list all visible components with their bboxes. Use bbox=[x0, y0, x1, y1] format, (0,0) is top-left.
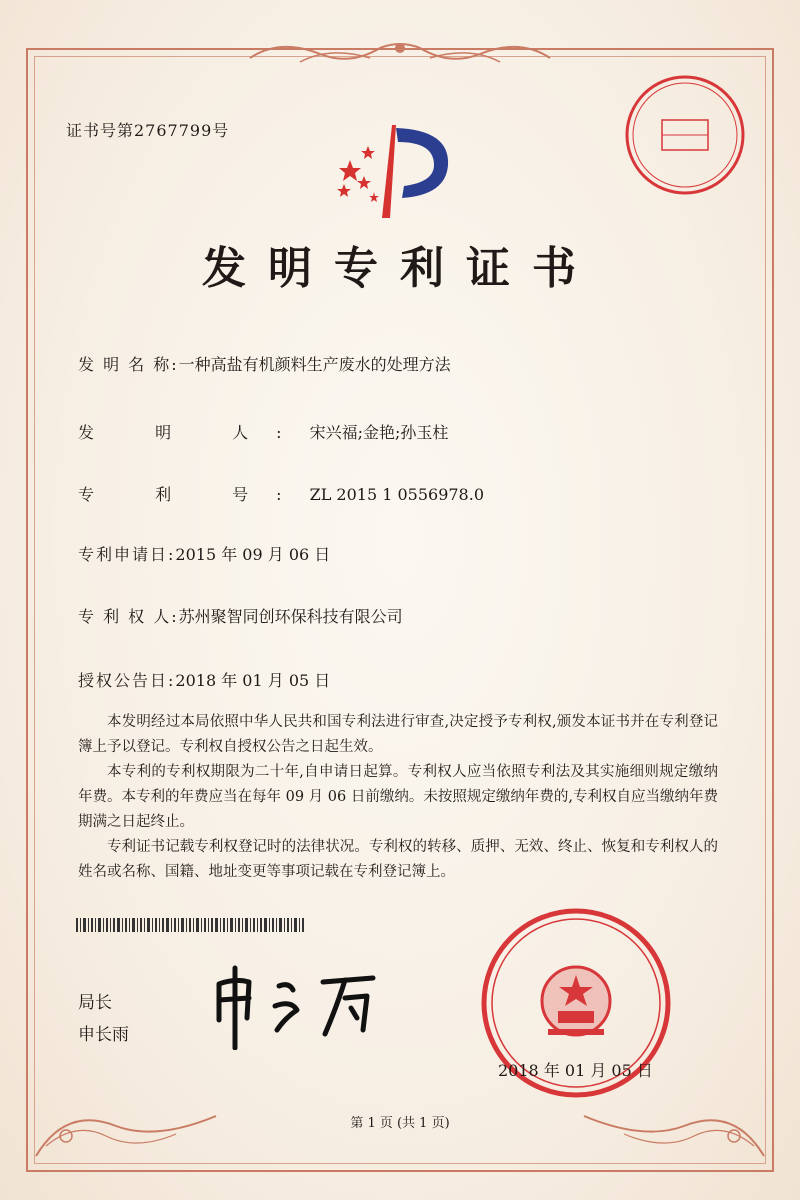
grant-date-field bbox=[78, 668, 330, 691]
certificate-number: 证书号第2767799号 bbox=[66, 121, 230, 140]
seal-date: 2018 年 01 月 05 日 bbox=[498, 1061, 653, 1080]
grant-date-value: 2018 年 01 月 05 日 bbox=[175, 671, 331, 690]
inventor-field bbox=[78, 420, 448, 443]
patentee-value: 苏州聚智同创环保科技有限公司 bbox=[178, 607, 403, 626]
invention-name-label: 发 明 名 称: bbox=[78, 355, 179, 374]
body-paragraph: 本专利的专利权期限为二十年,自申请日起算。专利权人应当依照专利法及其实施细则规定缴纳年费。本专利的年费应当在每年 09 月 06 日前缴纳。未按照规定缴纳年费的,专利权自应当缴纳年费期满之日起终止。 bbox=[78, 764, 718, 830]
grant-date-label: 授权公告日: bbox=[78, 671, 176, 690]
signatory-role: 局长 bbox=[78, 993, 112, 1013]
tax-stamp-seal-icon bbox=[622, 72, 748, 198]
handwritten-signature-icon bbox=[205, 960, 405, 1050]
patent-number-field bbox=[78, 482, 484, 505]
patentee-label: 专 利 权 人: bbox=[78, 607, 179, 626]
certificate-title: 发明专利证书 bbox=[202, 243, 598, 294]
patent-number-value: ZL 2015 1 0556978.0 bbox=[309, 485, 484, 504]
filing-date-value: 2015 年 09 月 06 日 bbox=[175, 545, 331, 564]
signatory-name: 申长雨 bbox=[78, 1025, 129, 1045]
invention-name-value: 一种高盐有机颜料生产废水的处理方法 bbox=[178, 355, 451, 374]
top-ornament bbox=[240, 36, 560, 70]
page-number: 第 1 页 (共 1 页) bbox=[350, 1116, 450, 1131]
body-paragraph: 专利证书记载专利权登记时的法律状况。专利权的转移、质押、无效、终止、恢复和专利权人的姓名或名称、国籍、地址变更等事项记载在专利登记簿上。 bbox=[78, 839, 718, 880]
filing-date-field bbox=[78, 542, 330, 565]
filing-date-label: 专利申请日: bbox=[78, 545, 176, 564]
patentee-field bbox=[78, 604, 403, 627]
barcode-icon bbox=[76, 918, 306, 932]
inventor-value: 宋兴福;金艳;孙玉柱 bbox=[309, 423, 449, 442]
inventor-label: 发 明 人: bbox=[78, 423, 310, 442]
body-paragraph: 本发明经过本局依照中华人民共和国专利法进行审查,决定授予专利权,颁发本证书并在专利登记簿上予以登记。专利权自授权公告之日起生效。 bbox=[78, 714, 718, 755]
patent-office-logo-icon bbox=[330, 120, 470, 220]
certificate-body bbox=[78, 710, 718, 885]
invention-name-field bbox=[78, 352, 451, 375]
patent-number-label: 专 利 号: bbox=[78, 485, 310, 504]
